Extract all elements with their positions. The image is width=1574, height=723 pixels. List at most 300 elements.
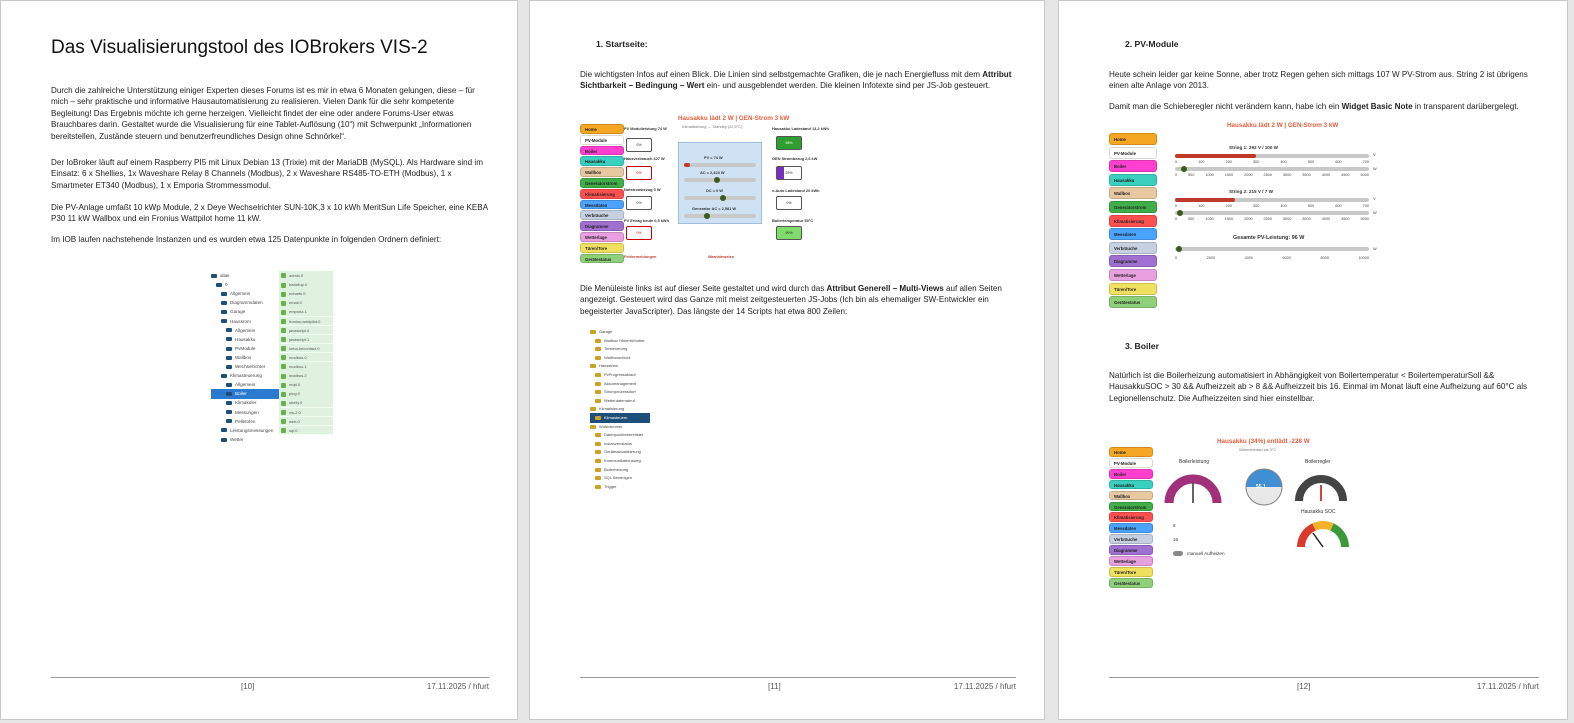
battery-gauge: 0%	[626, 138, 652, 152]
folder-icon	[226, 392, 232, 396]
instance-label: javascript.1	[289, 336, 310, 342]
instance-item[interactable]	[279, 326, 333, 336]
menu-item[interactable]: Home	[580, 124, 624, 134]
script-label: Hausstrom	[599, 363, 619, 369]
scale-tick: 2500	[1263, 217, 1272, 221]
folder-icon	[226, 337, 232, 341]
boilerregler-label: Boilerregler	[1305, 459, 1331, 465]
instance-item[interactable]	[279, 335, 333, 345]
menu-item[interactable]: PV-Module	[1109, 458, 1153, 468]
text-run: Die wichtigsten Infos auf einen Blick. Die Linien sind selbstgemachte Grafiken, die je nach Energiefluss mit dem	[580, 70, 983, 79]
pv-slider	[684, 163, 756, 167]
scale-tick: 2500	[1263, 173, 1272, 177]
script-label: Trigger	[604, 483, 617, 489]
tree-item-label: Diagrammdaten	[230, 300, 263, 306]
menu-item[interactable]: Klimatisierung	[1109, 215, 1157, 227]
battery-gauge: 29%	[776, 166, 802, 180]
page-number: [11]	[768, 682, 781, 691]
folder-icon	[226, 401, 232, 405]
tree-item[interactable]	[211, 362, 265, 372]
scale-tick: 1500	[1224, 173, 1234, 177]
gesamt-slider	[1175, 247, 1369, 251]
folder-icon	[226, 328, 232, 332]
tree-item[interactable]	[211, 289, 250, 299]
script-icon	[595, 382, 601, 386]
instance-item[interactable]	[279, 426, 333, 436]
status-icon	[281, 374, 286, 379]
scale-tick: 200	[1225, 160, 1232, 164]
scale-tick: 400	[1280, 204, 1287, 208]
menu-item[interactable]: Verbräuche	[1109, 534, 1153, 544]
scale-tick: 6000	[1282, 256, 1291, 260]
menu-item[interactable]: Home	[1109, 133, 1157, 145]
script-icon	[590, 407, 596, 411]
instance-item[interactable]	[279, 280, 333, 290]
scripts-screenshot	[590, 327, 680, 497]
tree-item[interactable]	[211, 335, 255, 345]
script-label: Datenpunktebereitstel	[604, 432, 643, 438]
menu-item[interactable]: Messdaten	[580, 200, 624, 210]
status-icon	[281, 410, 286, 415]
instances-paragraph: Im IOB laufen nachstehende Instanzen und es wurden etwa 125 Datenpunkte in folgenden Ordnern definiert:	[51, 235, 442, 244]
scale-tick: 300	[1253, 204, 1260, 208]
section-title-boiler: 3. Boiler	[1125, 341, 1159, 351]
pv-module-screenshot	[1109, 119, 1381, 315]
scale-tick: 4500	[1341, 173, 1350, 177]
battery-gauge: 98%	[776, 136, 802, 150]
menu-item[interactable]: Wallbox	[1109, 491, 1153, 501]
menu-item[interactable]: Türen/Tore	[1109, 567, 1153, 577]
scale-tick: 4500	[1341, 217, 1350, 221]
battery-gauge: 0%	[626, 196, 652, 210]
instance-item[interactable]	[279, 307, 333, 317]
page-content	[51, 1, 489, 719]
menu-item[interactable]: Home	[1109, 447, 1153, 457]
instance-label: shelly.0	[289, 400, 303, 406]
folder-icon	[226, 419, 232, 423]
script-label: Instanzenstatus	[604, 440, 633, 446]
script-label: Klimasteuern	[604, 415, 628, 420]
scale-tick: 100	[1198, 160, 1205, 164]
folder-icon	[221, 428, 227, 432]
bold-run: Widget Basic Note	[1341, 102, 1413, 111]
status-icon	[281, 428, 286, 433]
status-icon	[281, 392, 286, 397]
text-run: Die Menüleiste links ist auf dieser Seite gestaltet und wird durch das	[580, 284, 827, 293]
aufheiz-ab-value[interactable]: 8	[1173, 523, 1176, 528]
scale-tick: 0	[1175, 204, 1178, 208]
menu-item[interactable]: Türen/Tore	[580, 243, 624, 253]
menu-item[interactable]: Verbräuche	[1109, 242, 1157, 254]
scale-tick: 3000	[1282, 173, 1292, 177]
menu-item[interactable]: Gerätestatus	[1109, 578, 1153, 588]
tree-item[interactable]	[211, 344, 255, 354]
bold-run: Attribut Generell – Multi-Views	[826, 284, 944, 293]
menu-item[interactable]: Boiler	[1109, 160, 1157, 172]
scale-tick: 600	[1335, 204, 1342, 208]
script-item[interactable]	[590, 482, 617, 492]
section-title-pv-module: 2. PV-Module	[1125, 39, 1179, 49]
tree-item[interactable]	[211, 408, 259, 418]
menu-item[interactable]: Boiler	[580, 146, 624, 156]
tree-item[interactable]	[211, 307, 245, 317]
dc-slider	[684, 196, 756, 200]
folder-icon	[211, 274, 217, 278]
menu-item[interactable]: PV-Module	[580, 135, 624, 145]
script-label: Garage	[599, 329, 613, 334]
menu-item[interactable]: Messdaten	[1109, 523, 1153, 533]
instance-item[interactable]	[279, 398, 333, 408]
script-icon	[595, 339, 601, 343]
instance-item[interactable]	[279, 271, 333, 281]
battery-gauge: 0%	[626, 166, 652, 180]
hausakku-soc-label: Hausakku SOC	[1301, 509, 1336, 515]
tree-item-label: Garage	[230, 309, 246, 315]
menu-item[interactable]: Gerätestatus	[1109, 296, 1157, 308]
status-icon	[281, 346, 286, 351]
instance-label: sql.0	[289, 427, 298, 433]
battery-gauge: 0%	[626, 226, 652, 240]
tree-item[interactable]	[211, 326, 255, 336]
tree-item[interactable]	[211, 417, 255, 427]
tree-item[interactable]	[211, 380, 255, 390]
menu-item[interactable]: Hausakku	[1109, 480, 1153, 490]
instance-label: fronius-wattpilot.0	[289, 318, 321, 324]
status-icon	[281, 283, 286, 288]
tree-item-label: Allgemein	[235, 327, 256, 333]
startseite-paragraph	[580, 69, 1016, 92]
text-run: Damit man die Schieberegler nicht verändern kann, habe ich ein	[1109, 102, 1342, 111]
script-label: Wohnzimmer	[599, 423, 623, 429]
instance-item[interactable]	[279, 371, 333, 381]
unit-w: W	[1373, 166, 1377, 171]
instance-label: emporia.1	[289, 309, 307, 315]
text-run: auf allen Seiten angezeigt. Gesteuert wird das Ganze mit meist zeitgesteuerten JS-Jobs (Ich bin als ehemaliger SW-Entwickler ein begeisterter JavaScripter). Das längste der 14 Scripts hat etwa 800 Zeilen:	[580, 284, 1002, 316]
footer-rule	[51, 677, 489, 678]
folder-icon	[221, 292, 227, 296]
tree-item[interactable]	[211, 398, 256, 408]
screenshot-subtitle: Wärmebedarf bis 0°C	[1239, 447, 1277, 452]
menu-item[interactable]: Generatorstrom	[1109, 201, 1157, 213]
tree-item-label: Allgemein	[235, 382, 256, 388]
menu-item[interactable]: Diagramme	[1109, 255, 1157, 267]
startseite-screenshot	[580, 114, 829, 272]
menu-item[interactable]: Generatorstrom	[580, 178, 624, 188]
status-icon	[281, 310, 286, 315]
menu-item[interactable]: Generatorstrom	[1109, 502, 1153, 512]
scale-tick: 0	[1175, 160, 1178, 164]
instance-item[interactable]	[279, 344, 333, 354]
unit-v: V	[1373, 196, 1376, 201]
tree-item[interactable]	[211, 353, 251, 363]
menu-item[interactable]: PV-Module	[1109, 147, 1157, 159]
dc-flow: DC = 0 W	[706, 188, 723, 193]
script-icon	[595, 347, 601, 351]
boiler-paragraph: Natürlich ist die Boilerheizung automatisiert in Abhängigkeit von Boilertemperatur < BoilertemperaturSoll && HausakkuSOC > 30 && Aufheizzeit ab > 8 && Aufheizzeit bis 16. Einmal im Monat läuft eine Aufheizung auf 60°C als Legionellenschutz. Die Aufheizzeiten sind hier einstellbar.	[1109, 371, 1528, 403]
scale-tick: 700	[1362, 160, 1369, 164]
instance-item[interactable]	[279, 417, 333, 427]
script-label: Wallbox Hintertürbutter	[604, 337, 645, 343]
scale-tick: 500	[1307, 204, 1315, 208]
aufheiz-bis-value[interactable]: 16	[1173, 537, 1179, 542]
scale-tick: 200	[1225, 204, 1232, 208]
gen-label: GEN Strombezug 2,6 kW	[772, 156, 818, 161]
tree-item[interactable]	[211, 389, 279, 399]
script-label: Torsteuerung	[604, 346, 628, 352]
scale-tick: 0	[1175, 217, 1178, 221]
menu-item[interactable]: Hausakku	[1109, 174, 1157, 186]
scale-tick: 5000	[1360, 217, 1369, 221]
menu-item[interactable]: Diagramme	[580, 221, 624, 231]
tree-item[interactable]	[211, 280, 228, 290]
menu-item[interactable]: Wallbox	[1109, 187, 1157, 199]
menu-item[interactable]: Klimatisierung	[580, 189, 624, 199]
ac-slider	[684, 178, 756, 182]
fehler-label: Fehlermeldungen	[624, 254, 657, 259]
instance-item[interactable]	[279, 298, 333, 308]
instance-item[interactable]	[279, 317, 333, 327]
script-icon	[595, 442, 601, 446]
script-icon	[590, 425, 596, 429]
section-title-startseite: 1. Startseite:	[596, 39, 648, 49]
tree-item-label: Hausakku	[235, 336, 256, 342]
script-label: Boilerheizung	[604, 466, 629, 472]
screenshot-title: Hausakku lädt 2 W | GEN-Strom 3 kW	[678, 115, 790, 122]
scale-tick: 4000	[1244, 256, 1254, 260]
tree-item-label: 0	[225, 282, 228, 288]
menu-paragraph	[580, 283, 1016, 317]
scale-tick: 700	[1362, 204, 1369, 208]
scale-tick: 2000	[1244, 217, 1253, 221]
menu-item[interactable]: Wetterlage	[1109, 269, 1157, 281]
instance-label: web.0	[289, 418, 300, 424]
footer-date: 17.11.2025 / hfurt	[1476, 682, 1539, 691]
tree-item[interactable]	[211, 298, 263, 308]
folder-icon	[216, 283, 222, 287]
page-content	[580, 1, 1016, 719]
page-number: [12]	[1297, 682, 1311, 691]
menu-item[interactable]: Klimatisierung	[1109, 512, 1153, 522]
notstrom-label: Notstrombezug 0 W	[624, 187, 661, 192]
instance-label: vis-2.0	[289, 409, 301, 415]
script-label: PvProgressablauf	[604, 372, 636, 377]
script-icon	[595, 485, 601, 489]
tree-item-label: Haussrom	[230, 318, 251, 324]
instance-item[interactable]	[279, 408, 333, 418]
tree-item-label: Allgemein	[230, 291, 251, 297]
tree-item-label: Pelletofen	[235, 418, 256, 424]
tree-item-label: Leistungsmessungen	[230, 427, 274, 433]
tree-item[interactable]	[211, 317, 251, 327]
script-label: Geräteaktualisierung	[604, 449, 641, 455]
pv-module-paragraph: Heute schein leider gar keine Sonne, aber trotz Regen gehen sich mittags 107 W PV-Strom aus. String 2 ist übrigens einen alte Anlage von 2013.	[1109, 70, 1528, 91]
power-scale	[1175, 173, 1369, 177]
status-icon	[281, 273, 286, 278]
boilerleistung-label: Boilerleistung	[1179, 459, 1210, 465]
menu-item[interactable]: Wetterlage	[580, 232, 624, 242]
ac-flow: AC = 2,423 W	[700, 170, 725, 175]
scale-tick: 3000	[1282, 217, 1292, 221]
instance-label: javascript.0	[289, 327, 310, 333]
folder-icon	[221, 310, 227, 314]
script-label: Wetterdatenabruf	[604, 397, 635, 403]
total-power-scale	[1175, 256, 1369, 260]
text-run: ein- und ausgeblendet werden. Die kleinen Infotexte sind per JS-Job gesteuert.	[704, 81, 991, 91]
string2-label: String 2: 215 V / 7 W	[1229, 189, 1273, 194]
scale-tick: 1000	[1205, 173, 1214, 177]
scale-tick: 1500	[1224, 217, 1234, 221]
instance-item[interactable]	[279, 353, 333, 363]
folder-icon	[221, 301, 227, 305]
boilerleistung-gauge	[1165, 467, 1221, 507]
generator-flow: Generator AC = 2,581 W	[692, 206, 737, 211]
tree-item-label: Klimasteuerung	[230, 373, 262, 379]
power-scale	[1175, 217, 1369, 221]
status-icon	[281, 401, 286, 406]
instance-label: backitup.0	[289, 282, 308, 288]
footer-date: 17.11.2025 / hfurt	[426, 682, 489, 691]
menu-item[interactable]: Gerätestatus	[580, 254, 624, 264]
tree-item[interactable]	[211, 271, 229, 281]
pv-flow: PV = 74 W	[704, 155, 723, 160]
status-icon	[281, 364, 286, 369]
instance-item[interactable]	[279, 380, 333, 390]
scale-tick: 400	[1280, 160, 1287, 164]
instance-label: ping.0	[289, 391, 300, 397]
screenshot-subtitle: Klimatisierung → Standby (22,5°C)	[682, 124, 743, 129]
document-page-10	[0, 0, 518, 720]
page-number: [10]	[241, 682, 255, 691]
menu-item[interactable]: Türen/Tore	[1109, 283, 1157, 295]
tree-item-label: Messungen	[235, 409, 259, 415]
unit-w: W	[1373, 246, 1377, 251]
script-icon	[595, 468, 601, 472]
menu-item[interactable]: Boiler	[1109, 469, 1153, 479]
instance-label: admin.0	[289, 273, 304, 278]
script-icon	[595, 459, 601, 463]
instance-item[interactable]	[279, 389, 333, 399]
akku-label: Hausakku Ladestand 13,2 kWh	[772, 126, 829, 131]
scale-tick: 500	[1188, 173, 1195, 177]
instance-label: keba-kecontact.0	[289, 345, 320, 351]
scale-tick: 500	[1307, 160, 1315, 164]
menu-item[interactable]: Verbräuche	[580, 210, 624, 220]
menu-item[interactable]: Diagramme	[1109, 545, 1153, 555]
folder-icon	[221, 374, 227, 378]
page-content	[1109, 1, 1539, 719]
auto-label: e-Auto Ladestand 20 kWh	[772, 188, 820, 193]
instance-label: modbus.2	[289, 373, 307, 379]
instance-label: email.0	[289, 300, 302, 306]
screenshot-title: Hausakku lädt 2 W | GEN-Strom 3 kW	[1227, 122, 1339, 129]
script-label: Akkumanagement	[604, 380, 637, 386]
document-page-11	[529, 0, 1045, 720]
folder-icon	[221, 438, 227, 442]
hardware-paragraph: Der IoBroker läuft auf einem Raspberry PI5 mit Linux Debian 13 (Trixie) mit der MariaDB (MySQL). Als Hardware sind im Einsatz: 6 x Shellies, 1x Waveshare Relay 8 Channels (Modbus), 2 x Waveshare RS485-TO-ETH (Modbus), 1 x Smartmeter ET340 (Modbus), 1 x Emporia Strommessmodul.	[51, 158, 483, 190]
battery-gauge: 0%	[776, 196, 802, 210]
script-icon	[595, 390, 601, 394]
status-icon	[281, 328, 286, 333]
voltage-scale	[1175, 204, 1369, 208]
menu-item[interactable]: Wallbox	[580, 167, 624, 177]
script-label: Klimatisierung	[599, 406, 625, 412]
screenshot-title: Hausakku (34%) entlädt -228 W	[1217, 438, 1310, 445]
status-icon	[281, 301, 286, 306]
tree-item-label: PvModule	[235, 345, 256, 351]
scale-tick: 3500	[1302, 217, 1311, 221]
gauge-value: 55,1	[1256, 484, 1266, 490]
folder-icon	[226, 383, 232, 387]
status-icon	[281, 337, 286, 342]
hausverbrauch-label: Hausverbrauch 427 W	[624, 156, 665, 161]
manual-toggle[interactable]	[1173, 551, 1183, 556]
folder-icon	[221, 319, 227, 323]
tree-item-label: Wetter	[230, 436, 244, 442]
scale-tick: 0	[1175, 256, 1178, 260]
instance-label: echarts.0	[289, 291, 306, 297]
boilertemp-label: Boilertemperatur 55°C	[772, 218, 814, 223]
instance-item[interactable]	[279, 289, 333, 299]
scale-tick: 300	[1253, 160, 1260, 164]
gesamt-label: Gesamte PV-Leistung: 96 W	[1233, 235, 1305, 241]
tree-item[interactable]	[211, 435, 243, 445]
tree-item[interactable]	[211, 426, 273, 436]
scale-tick: 2000	[1206, 256, 1216, 260]
folder-icon	[226, 365, 232, 369]
tree-item-label: Klimakoler	[235, 400, 257, 406]
scale-tick: 100	[1198, 204, 1205, 208]
scale-tick: 500	[1188, 217, 1195, 221]
menu-item[interactable]: Hausakku	[580, 156, 624, 166]
script-icon	[595, 356, 601, 360]
scale-tick: 0	[1175, 173, 1178, 177]
widget-paragraph	[1109, 101, 1539, 112]
voltage-scale	[1175, 160, 1369, 164]
ertrag-label: PV Ertrag heute 0,5 kWh	[624, 218, 669, 223]
string1-power-slider	[1175, 167, 1369, 171]
scale-tick: 4000	[1321, 217, 1331, 221]
footer-date: 17.11.2025 / hfurt	[953, 682, 1016, 691]
tree-item[interactable]	[211, 371, 262, 381]
status-icon	[281, 319, 286, 324]
instance-label: modbus.1	[289, 364, 307, 369]
bold-run: Attribut Sichtbarkeit – Bedingung – Wert	[580, 70, 1012, 91]
menu-item[interactable]: Wetterlage	[1109, 556, 1153, 566]
manuell-label: manuell Aufheizen	[1187, 551, 1225, 556]
menu-item[interactable]: Messdaten	[1109, 228, 1157, 240]
instance-item[interactable]	[279, 362, 333, 372]
scale-tick: 2000	[1244, 173, 1253, 177]
tree-item-label: Wechselrichter	[235, 364, 266, 369]
battery-gauge: 99%	[776, 226, 802, 240]
script-icon	[595, 399, 601, 403]
status-icon	[281, 355, 286, 360]
script-icon	[595, 416, 601, 420]
scale-tick: 1000	[1205, 217, 1214, 221]
scale-tick: 10000	[1358, 256, 1369, 260]
unit-v: V	[1373, 152, 1376, 157]
scale-tick: 600	[1335, 160, 1342, 164]
script-label: Stromprozessdurf	[604, 389, 636, 395]
script-icon	[595, 450, 601, 454]
script-icon	[595, 476, 601, 480]
boiler-screenshot	[1109, 437, 1355, 595]
script-icon	[590, 330, 596, 334]
document-title: Das Visualisierungstool des IOBrokers VIS-2	[51, 37, 428, 58]
instance-label: mqtt.0	[289, 382, 301, 388]
string2-voltage-slider	[1175, 198, 1369, 202]
scale-tick: 4000	[1321, 173, 1331, 177]
